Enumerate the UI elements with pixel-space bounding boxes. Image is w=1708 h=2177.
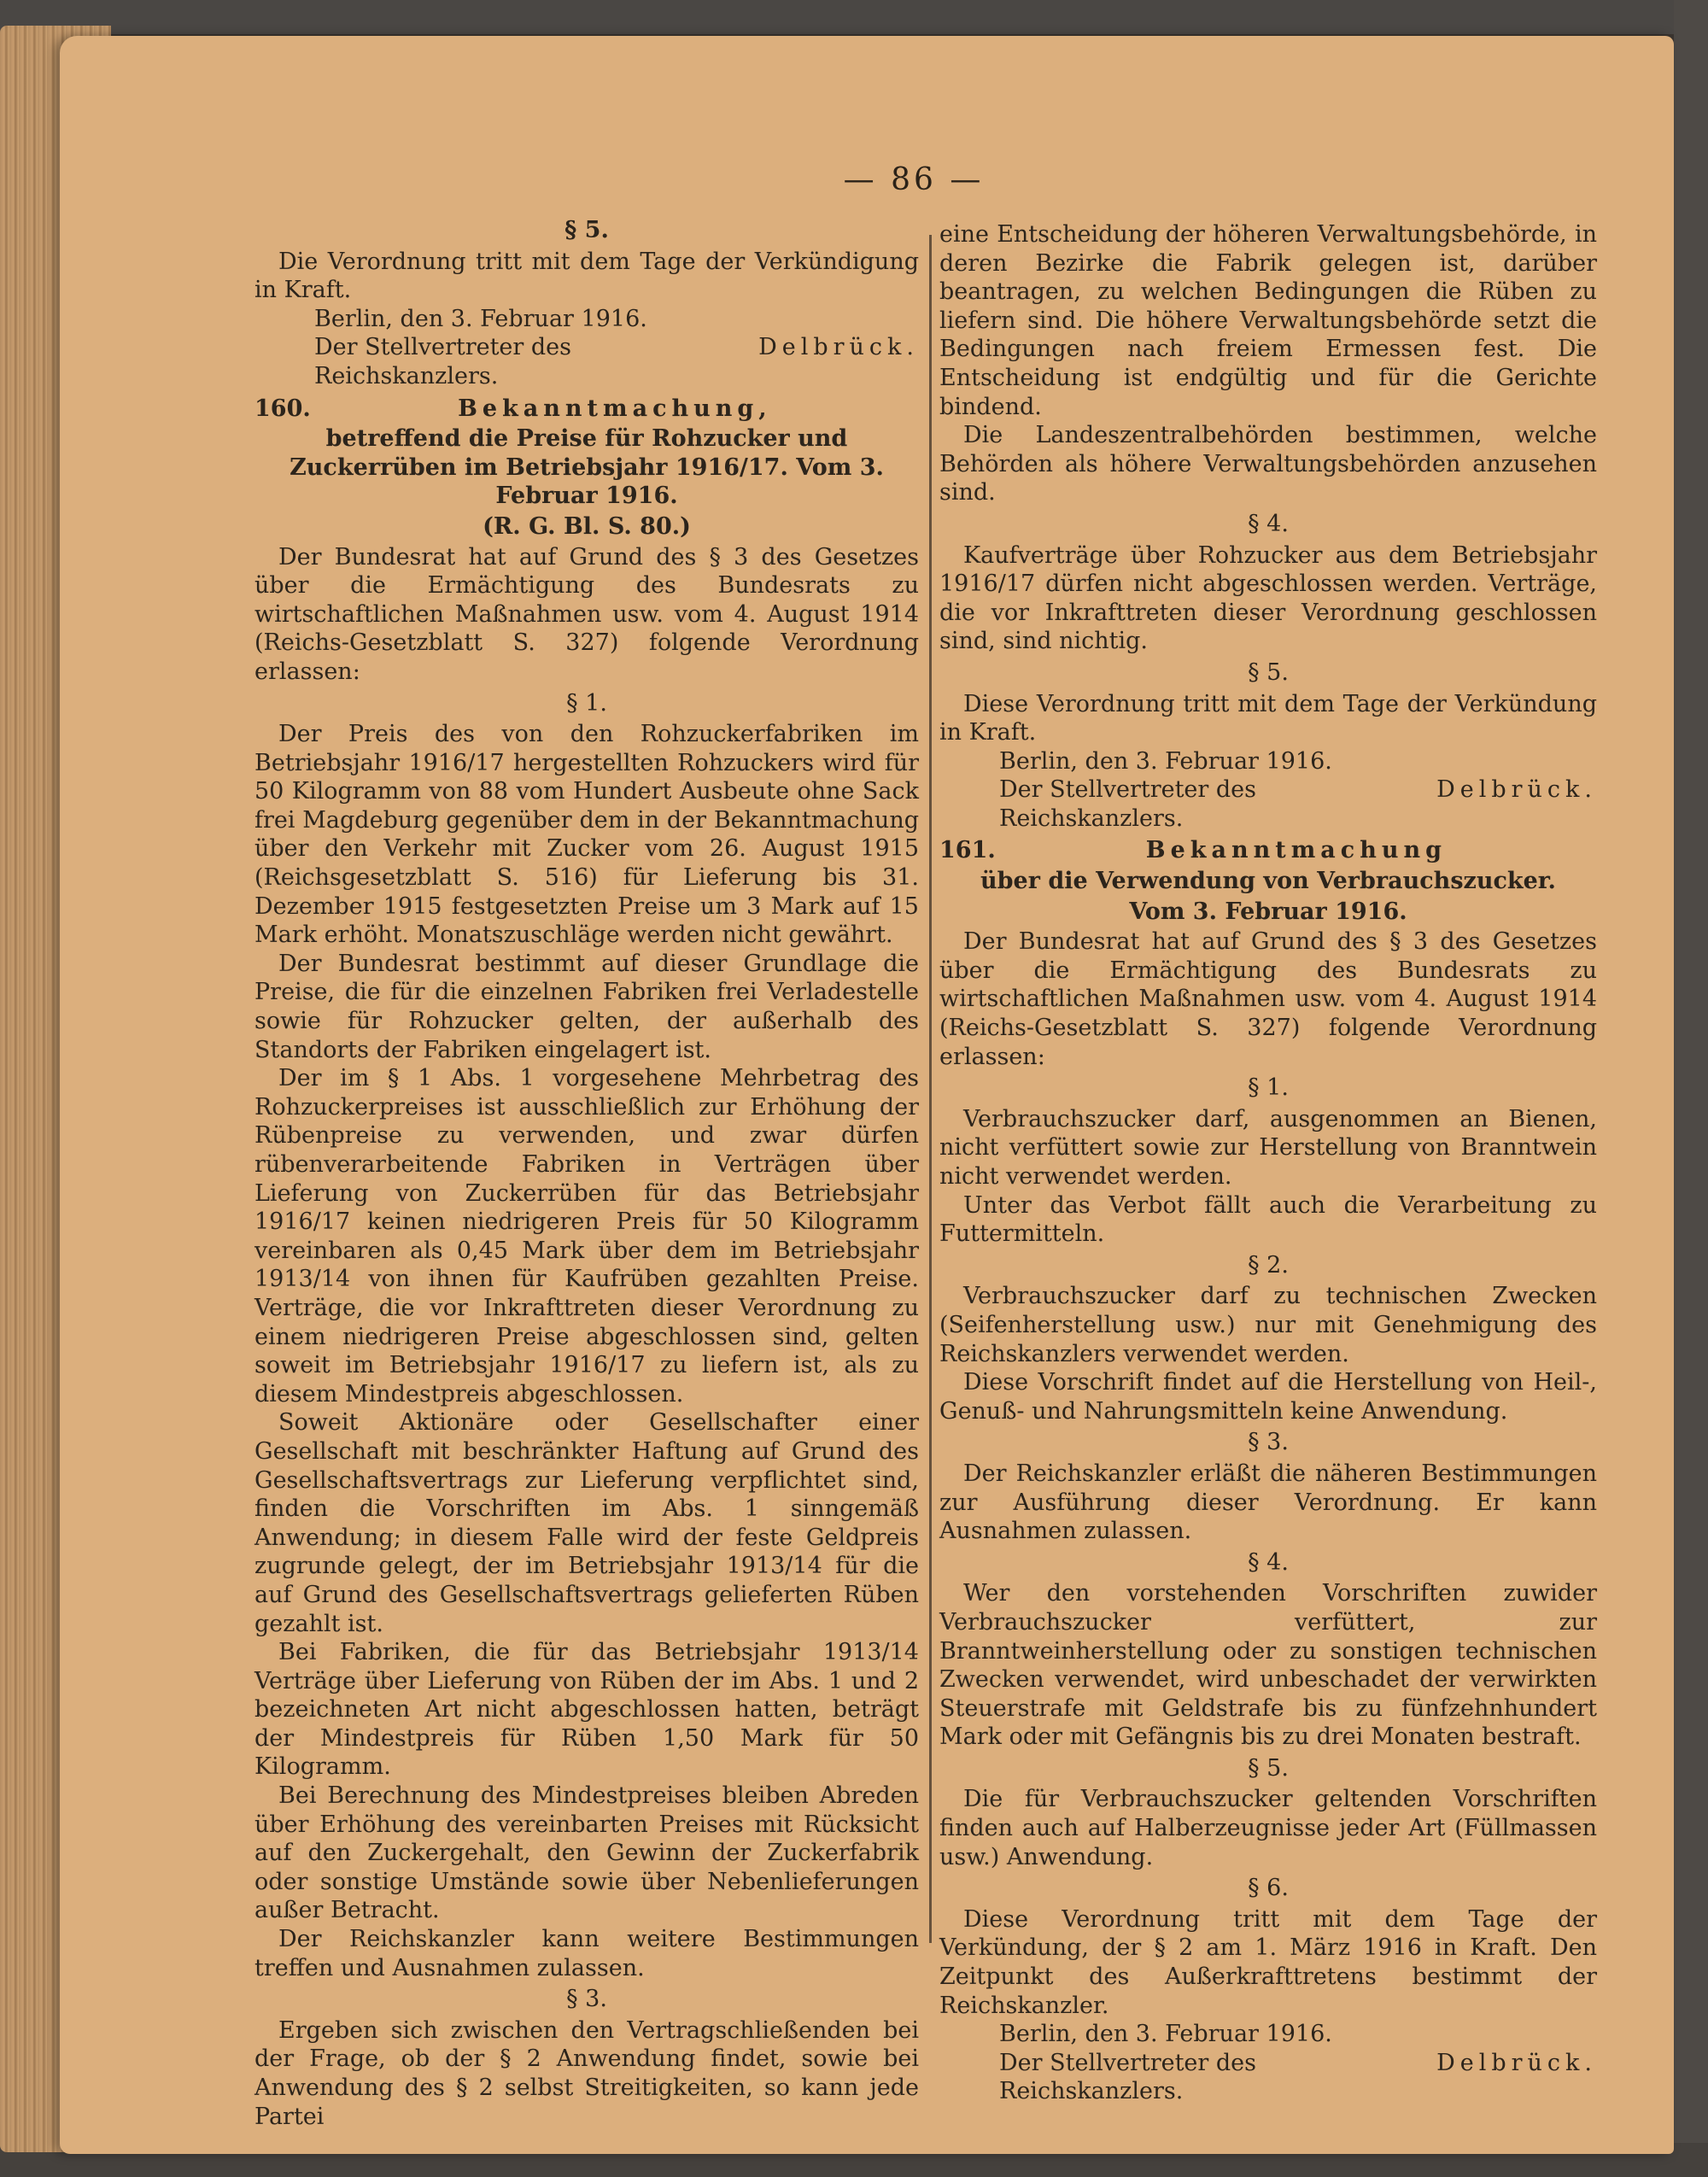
paragraph: Unter das Verbot fällt auch die Verarbeitung zu Futtermitteln. (939, 1191, 1597, 1248)
section-title: § 4. (1248, 510, 1289, 537)
signature-name: Delbrück. (758, 334, 919, 361)
notice-heading-160 (254, 395, 919, 424)
section-title: § 3. (566, 1986, 607, 2013)
paragraph: Soweit Aktionäre oder Gesellschafter einer Gesellschaft mit beschränkter Haftung auf Grund des Gesellschaftsvertrags zur Lieferung verpflichtet sind, finden die Vorschriften im Abs. 1 sinngemäß Anwendung; in diesem Falle wird der feste Geldpreis zugrunde gelegt, der im Betriebsjahr 1913/14 für die auf Grund des Gesellschaftsvertrags gelieferten Rüben gezahlt ist. (254, 1409, 919, 1637)
paragraph: Die Verordnung tritt mit dem Tage der Verkündigung in Kraft. (254, 248, 919, 304)
notice-number: 160. (254, 395, 311, 422)
section-title: § 1. (566, 689, 607, 717)
paragraph: Der Bundesrat hat auf Grund des § 3 des Gesetzes über die Ermächtigung des Bundesrats zu wirtschaftlichen Maßnahmen usw. vom 4. August 1914 (Reichs-Gesetzblatt S. 327) folgende Verordnung erlassen: (254, 543, 919, 685)
paragraph: Verbrauchszucker darf zu technischen Zwecken (Seifenherstellung usw.) nur mit Genehmigung des Reichskanzlers verwendet werden. (939, 1283, 1597, 1367)
paragraph: Der Bundesrat bestimmt auf dieser Grundlage die Preise, die für die einzelnen Fabriken frei Verladestelle sowie für Rohzucker gelten, der außerhalb des Standorts der Fabriken eingelagert ist. (254, 950, 919, 1063)
paragraph: Die Landeszentralbehörden bestimmen, welche Behörden als höhere Verwaltungsbehörden anzusehen sind. (939, 422, 1597, 506)
notice-title: Bekanntmachung, (458, 395, 772, 422)
signature-name: Delbrück. (1436, 776, 1597, 804)
notice-title: Bekanntmachung (1145, 837, 1447, 864)
section-title: § 3. (1248, 1429, 1289, 1456)
signature-role: Der Stellvertreter des Reichskanzlers. (999, 776, 1257, 832)
column-divider (929, 235, 932, 1943)
section-title: § 5. (564, 217, 609, 243)
signature-name: Delbrück. (1436, 2049, 1597, 2076)
section-title: § 5. (1248, 1754, 1289, 1782)
paragraph: Der Reichskanzler erläßt die näheren Bestimmungen zur Ausführung dieser Verordnung. Er kann Ausnahmen zulassen. (939, 1460, 1597, 1545)
paragraph: Der Reichskanzler kann weitere Bestimmungen treffen und Ausnahmen zulassen. (254, 1926, 919, 1981)
place-date: Berlin, den 3. Februar 1916. (999, 2021, 1332, 2048)
paragraph: Bei Fabriken, die für das Betriebsjahr 1913/14 Verträge über Lieferung von Rüben der im Abs. 1 und 2 bezeichneten Art nicht abgeschlossen hatten, beträgt der Mindestpreis für Rüben 1,50 Mark für 50 Kilogramm. (254, 1639, 919, 1781)
right-column (939, 220, 1597, 2106)
notice-subtitle: über die Verwendung von Verbrauchszucker. (980, 868, 1556, 895)
notice-heading-161 (939, 836, 1597, 865)
page-number: — 86 — (843, 162, 985, 197)
cover-board-right (1674, 0, 1708, 2177)
paragraph: Die für Verbrauchszucker geltenden Vorschriften finden auch auf Halberzeugnisse jeder Art (Füllmassen usw.) Anwendung. (939, 1786, 1597, 1870)
section-title: § 6. (1248, 1875, 1289, 1902)
paragraph: Diese Vorschrift findet auf die Herstellung von Heil-, Genuß- und Nahrungsmitteln keine Anwendung. (939, 1369, 1597, 1425)
place-date: Berlin, den 3. Februar 1916. (999, 747, 1332, 775)
paragraph: Der Bundesrat hat auf Grund des § 3 des Gesetzes über die Ermächtigung des Bundesrats zu wirtschaftlichen Maßnahmen usw. vom 4. August 1914 (Reichs-Gesetzblatt S. 327) folgende Verordnung erlassen: (939, 928, 1597, 1070)
section-title: § 4. (1248, 1548, 1289, 1576)
cover-board-top (0, 0, 1708, 34)
left-column (254, 214, 919, 2131)
signature-line (939, 775, 1597, 833)
notice-date: Vom 3. Februar 1916. (1129, 898, 1407, 925)
notice-number: 161. (939, 837, 996, 864)
signature-line (939, 2049, 1597, 2106)
notice-source: (R. G. Bl. S. 80.) (483, 512, 691, 540)
place-date: Berlin, den 3. Februar 1916. (314, 305, 647, 332)
paragraph: Diese Verordnung tritt mit dem Tage der Verkündung in Kraft. (939, 690, 1597, 746)
paragraph: Der im § 1 Abs. 1 vorgesehene Mehrbetrag des Rohzuckerpreises ist ausschließlich zur Erhöhung der Rübenpreise zu verwenden, und zwar dürfen rübenverarbeitende Fabriken in Verträgen über Lieferung von Zuckerrüben für das Betriebsjahr 1916/17 keinen niedrigeren Preis für 50 Kilogramm vereinbaren als 0,45 Mark über dem im Betriebsjahr 1913/14 von ihnen für Kaufrüben gezahlten Preise. Verträge, die vor Inkrafttreten dieser Verordnung zu einem niedrigeren Preise abgeschlossen sind, gelten soweit im Betriebsjahr 1916/17 zu liefern ist, als zu diesem Mindestpreis abgeschlossen. (254, 1065, 919, 1407)
notice-subtitle: betreffend die Preise für Rohzucker und Zuckerrüben im Betriebsjahr 1916/17. Vom 3. Februar 1916. (290, 425, 884, 510)
paragraph: Verbrauchszucker darf, ausgenommen an Bienen, nicht verfüttert sowie zur Herstellung von Branntwein nicht verwendet werden. (939, 1105, 1597, 1190)
section-title: § 1. (1248, 1074, 1289, 1102)
section-title: § 5. (1248, 658, 1289, 686)
paragraph: Der Preis des von den Rohzuckerfabriken im Betriebsjahr 1916/17 hergestellten Rohzuckers wird für 50 Kilogramm von 88 vom Hundert Ausbeute ohne Sack frei Magdeburg gegenüber dem in der Bekanntmachung über den Verkehr mit Zucker vom 26. August 1915 (Reichsgesetzblatt S. 516) für Lieferung bis 31. Dezember 1915 festgesetzten Preise um 3 Mark auf 15 Mark erhöht. Monatszuschläge werden nicht gewährt. (254, 721, 919, 949)
paragraph: Kaufverträge über Rohzucker aus dem Betriebsjahr 1916/17 dürfen nicht abgeschlossen werden. Verträge, die vor Inkrafttreten dieser Verordnung geschlossen sind, sind nichtig. (939, 541, 1597, 655)
signature-role: Der Stellvertreter des Reichskanzlers. (999, 2049, 1257, 2105)
paragraph: eine Entscheidung der höheren Verwaltungsbehörde, in deren Bezirke die Fabrik gelegen ist, darüber beantragen, zu welchen Bedingungen die Rüben zu liefern sind. Die höhere Verwaltungsbehörde setzt die Bedingungen nach freiem Ermessen fest. Die Entscheidung ist endgültig und für die Gerichte bindend. (939, 221, 1597, 420)
paragraph: Diese Verordnung tritt mit dem Tage der Verkündung, der § 2 am 1. März 1916 in Kraft. Den Zeitpunkt des Außerkrafttretens bestimmt der Reichskanzler. (939, 1905, 1597, 2019)
paragraph: Wer den vorstehenden Vorschriften zuwider Verbrauchszucker verfüttert, zur Branntweinherstellung oder zu sonstigen technischen Zwecken verwendet, wird unbeschadet der verwirkten Steuerstrafe mit Geldstrafe bis zu fünfzehnhundert Mark oder mit Gefängnis bis zu drei Monaten bestraft. (939, 1580, 1597, 1751)
signature-line (254, 333, 919, 390)
paragraph: Bei Berechnung des Mindestpreises bleiben Abreden über Erhöhung des vereinbarten Preises mit Rücksicht auf den Zuckergehalt, den Gewinn der Zuckerfabrik oder sonstige Umstände sowie über Nebenlieferungen außer Betracht. (254, 1782, 919, 1924)
section-title: § 2. (1248, 1251, 1289, 1279)
paragraph: Ergeben sich zwischen den Vertragschließenden bei der Frage, ob der § 2 Anwendung findet, sowie bei Anwendung des § 2 selbst Streitigkeiten, so kann jede Partei (254, 2016, 919, 2130)
signature-role: Der Stellvertreter des Reichskanzlers. (314, 334, 572, 389)
